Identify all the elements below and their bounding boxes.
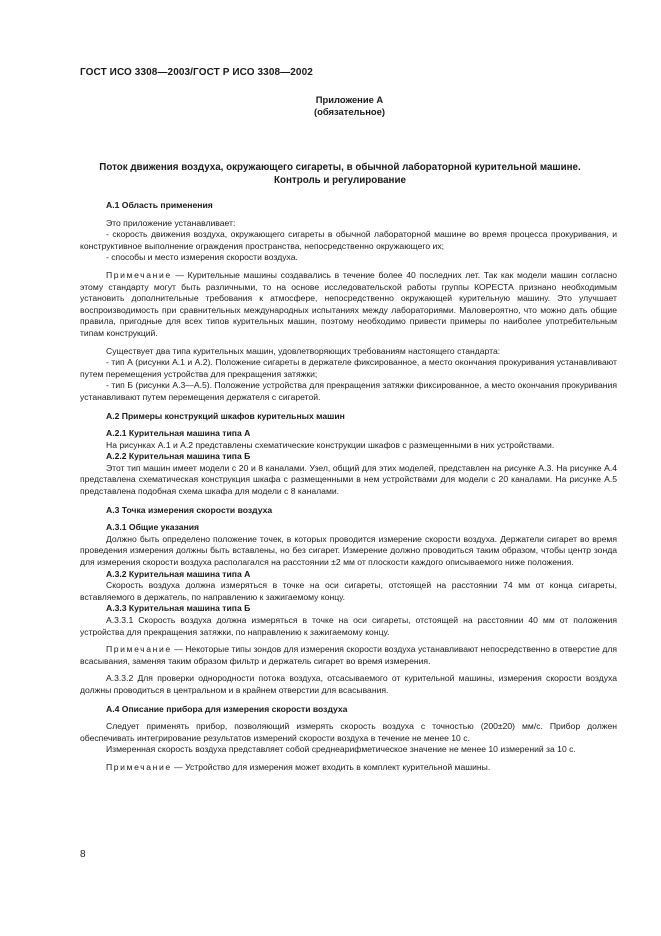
paragraph: Существует два типа курительных машин, удовлетворяющих требованиям настоящего стандарта: [106, 345, 501, 356]
annex-heading-line2: Контроль и регулирование [274, 175, 406, 186]
paragraph: Измеренная скорость воздуха представляет собой среднеарифметическое значение не менее 10 измерений за 10 с. [106, 744, 576, 755]
annex-heading-line1: Поток движения воздуха, окружающего сигареты, в обычной лабораторной курительной машине. [99, 162, 581, 173]
note [80, 644, 617, 667]
list-item: - тип Б (рисунки А.3—А.5). Положение устройства для прекращения затяжки фиксированное, а место окончания прокуривания устанавливают путем перемещения держателя с сигаретой. [80, 380, 617, 402]
document-body [80, 200, 617, 774]
annex-heading [80, 161, 600, 187]
note [80, 270, 617, 340]
paragraph: На рисунках А.1 и А.2 представлены схематические конструкции шкафов с размещенными в них устройствами. [106, 439, 555, 450]
subsection-heading-a21: А.2.1 Курительная машина типа А [106, 428, 251, 439]
note-text: — Курительные машины создавались в течение более 40 последних лет. Так как модели машин согласно этому стандарту могут быть различными, то на основе исследовательской работы группы КОРЕСТА признано необходимым установить дополнительные требования к атмосфере, непосредственно окружающей курительную машину. Это улучшает воспроизводимость при сравнительных международных испытаниях между лабораториями. Маловероятно, что можно дать общие правила, пригодные для всех типов курительных машин, поэтому необходимо привести примеры по наиболее употребительным типам конструкций. [80, 269, 617, 338]
annex-label [0, 94, 661, 118]
paragraph: А.3.3.1 Скорость воздуха должна измеряться в точке на оси сигареты, отстоящей на расстоянии 40 мм от положения устройства для прекращения затяжки, по направлению к зажигаемому концу. [80, 615, 617, 637]
note [80, 762, 617, 774]
section-heading-a3: А.3 Точка измерения скорости воздуха [106, 504, 273, 515]
document-header: ГОСТ ИСО 3308—2003/ГОСТ Р ИСО 3308—2002 [80, 67, 313, 78]
paragraph: Этот тип машин имеет модели с 20 и 8 каналами. Узел, общий для этих моделей, представлен на рисунке А.3. На рисунке А.4 представлена схематическая конструкция шкафа с размещенными в нем устройствами для модели с 20 каналами. На рисунке А.5 представлена подобная схема шкафа для модели с 8 каналами. [80, 462, 617, 497]
paragraph: Должно быть определено положение точек, в которых проводится измерение скорости воздуха. Держатели сигарет во время проведения измерения должны быть вставлены, но без сигарет. Измерение должно проводиться таким образом, чтобы центр зонда для измерения скорости воздуха располагался на расстоянии ±2 мм от плоскости каждого описываемого ниже положения. [80, 533, 617, 568]
page-number: 8 [80, 849, 86, 860]
paragraph: Скорость воздуха должна измеряться в точке на оси сигареты, отстоящей на расстоянии 74 мм от конца сигареты, вставляемого в держатель, по направлению к зажигаемому концу. [80, 580, 617, 602]
paragraph: Это приложение устанавливает: [106, 217, 236, 228]
note-label: Примечание [106, 644, 172, 655]
note-label: Примечание [106, 269, 172, 280]
annex-title: Приложение А [315, 94, 384, 105]
section-heading-a4: А.4 Описание прибора для измерения скорости воздуха [106, 703, 348, 714]
note-text: — Устройство для измерения может входить в комплект курительной машины. [171, 761, 491, 772]
list-item: - скорость движения воздуха, окружающего сигареты в обычной лабораторной машине во время процесса прокуривания, и конструктивное выполнение ограждения пространства, непосредственно окружающего их; [80, 229, 617, 251]
list-item: - способы и место измерения скорости воздуха. [106, 252, 298, 263]
section-heading-a1: А.1 Область применения [106, 200, 213, 210]
note-text: — Некоторые типы зондов для измерения скорости воздуха устанавливают непосредственно в отверстие для всасывания, заменяя таким образом фильтр и держатель сигарет во время измерения. [80, 644, 617, 666]
annex-status: (обязательное) [314, 106, 385, 117]
paragraph: Следует применять прибор, позволяющий измерять скорость воздуха с точностью (200±20) мм/с. Прибор должен обеспечивать интегрирование результатов измерений скорости воздуха в течение не менее 10 с. [80, 721, 617, 743]
list-item: - тип А (рисунки А.1 и А.2). Положение сигареты в держателе фиксированное, а место окончания прокуривания устанавливают путем перемещения устройства для прекращения затяжки; [80, 357, 617, 379]
subsection-heading-a32: А.3.2 Курительная машина типа А [106, 568, 251, 579]
note-label: Примечание [106, 761, 172, 772]
subsection-heading-a22: А.2.2 Курительная машина типа Б [106, 451, 251, 462]
subsection-heading-a31: А.3.1 Общие указания [106, 522, 200, 533]
section-heading-a2: А.2 Примеры конструкций шкафов курительных машин [106, 410, 345, 421]
subsection-heading-a33: А.3.3 Курительная машина типа Б [106, 603, 251, 614]
paragraph: А.3.3.2 Для проверки однородности потока воздуха, отсасываемого от курительной машины, измерения скорости воздуха должны проводиться в центральном и в крайнем отверстии для всасывания. [80, 673, 617, 695]
